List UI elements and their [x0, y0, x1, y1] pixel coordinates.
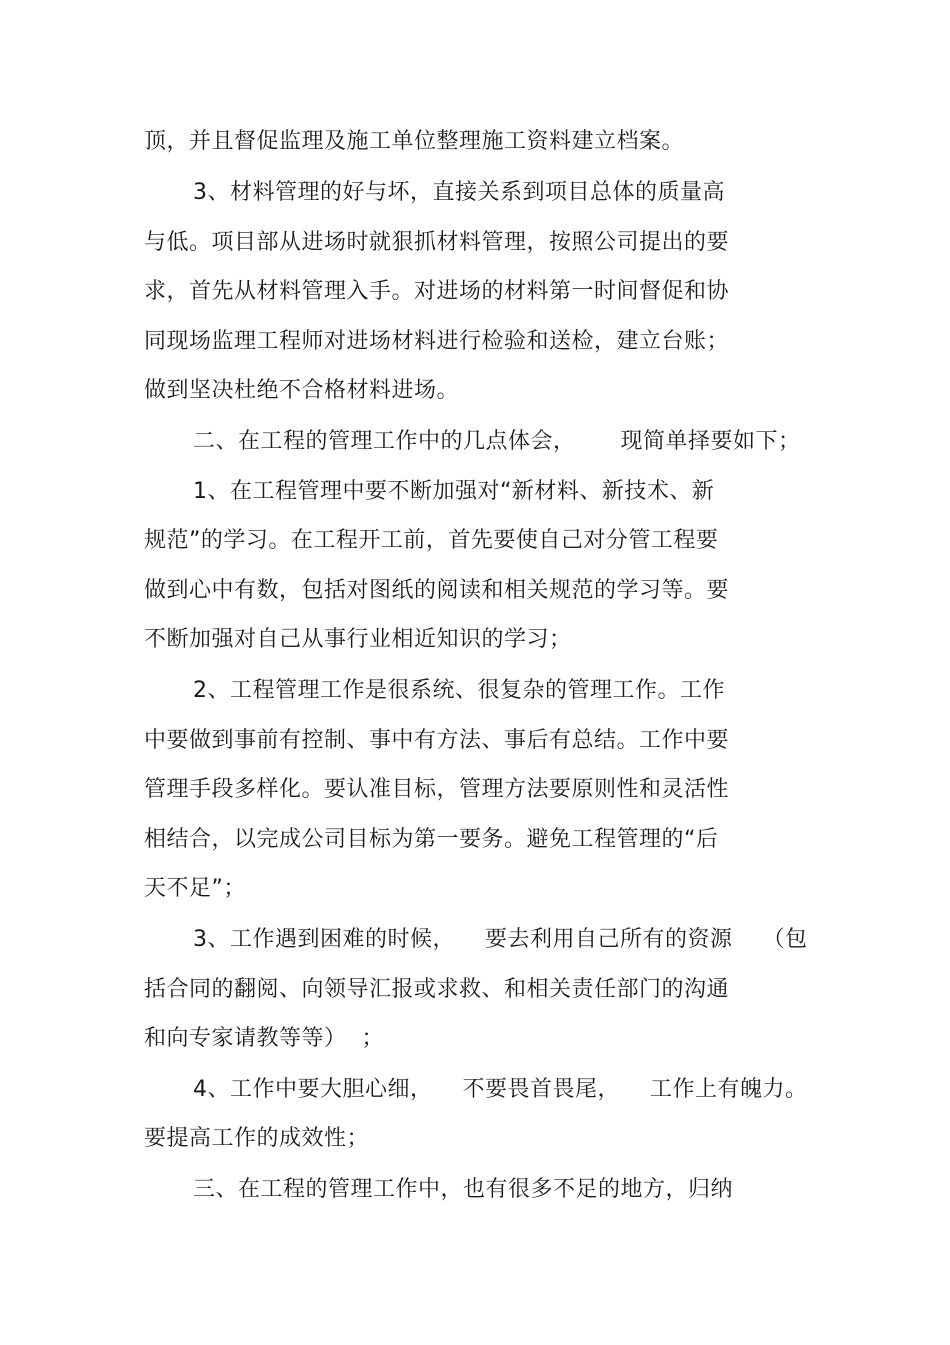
text-line: 管理手段多样化。要认准目标，管理方法要原则性和灵活性 — [144, 777, 730, 802]
text-line: 顶，并且督促监理及施工单位整理施工资料建立档案。 — [144, 129, 685, 154]
text-line: 不断加强对自己从事行业相近知识的学习； — [144, 627, 572, 652]
text-line: 3、工作遇到困难的时候， 要去利用自己所有的资源 （包 — [193, 927, 808, 952]
text-line: 4、工作中要大胆心细， 不要畏首畏尾， 工作上有魄力。 — [193, 1077, 808, 1102]
text-line: 天不足”； — [144, 876, 246, 901]
text-line: 相结合，以完成公司目标为第一要务。避免工程管理的“后 — [144, 827, 719, 852]
text-line: 括合同的翻阅、向领导汇报或求救、和相关责任部门的沟通 — [144, 977, 730, 1002]
text-line: 与低。项目部从进场时就狠抓材料管理，按照公司提出的要 — [144, 230, 730, 255]
text-line: 求，首先从材料管理入手。对进场的材料第一时间督促和协 — [144, 279, 730, 304]
text-line: 和向专家请教等等） ； — [144, 1026, 384, 1051]
text-line: 三、在工程的管理工作中，也有很多不足的地方，归纳 — [193, 1177, 734, 1202]
text-line: 中要做到事前有控制、事中有方法、事后有总结。工作中要 — [144, 728, 730, 753]
text-line: 规范”的学习。在工程开工前，首先要使自己对分管工程要 — [144, 528, 719, 553]
text-line: 1、在工程管理中要不断加强对“新材料、新技术、新 — [193, 479, 715, 504]
text-line: 做到坚决杜绝不合格材料进场。 — [144, 378, 460, 403]
text-line: 二、在工程的管理工作中的几点体会， 现简单择要如下； — [193, 429, 801, 454]
text-line: 同现场监理工程师对进场材料进行检验和送检，建立台账； — [144, 329, 730, 354]
text-line: 要提高工作的成效性； — [144, 1126, 370, 1151]
text-line: 2、工程管理工作是很系统、很复杂的管理工作。工作 — [193, 678, 725, 703]
text-line: 做到心中有数，包括对图纸的阅读和相关规范的学习等。要 — [144, 578, 730, 603]
text-line: 3、材料管理的好与坏，直接关系到项目总体的质量高 — [193, 180, 725, 205]
